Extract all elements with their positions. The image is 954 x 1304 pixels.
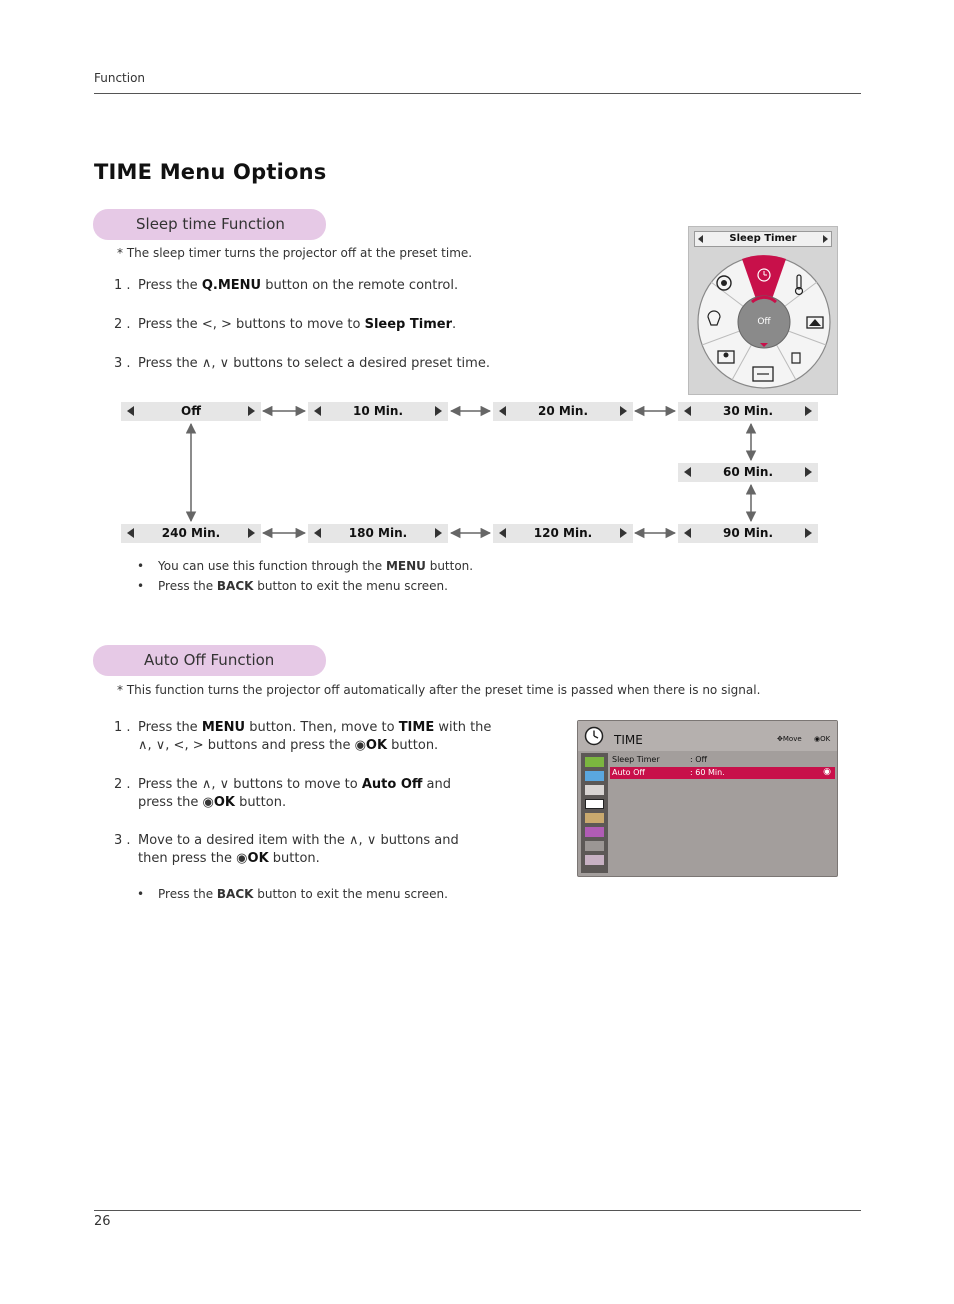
step-text: Press the bbox=[138, 278, 202, 293]
osd-side-menu bbox=[581, 753, 608, 873]
osd-row bbox=[610, 754, 835, 766]
bullet-text: button. bbox=[425, 559, 474, 573]
step-text: then press the bbox=[138, 851, 237, 866]
ok-icon: ◉ bbox=[814, 735, 821, 743]
bullet-bold: BACK bbox=[216, 887, 254, 901]
step-number: 2 . bbox=[114, 317, 131, 332]
step-number: 2 . bbox=[114, 777, 131, 792]
step-text: button. bbox=[387, 738, 439, 753]
step-text: Press the ∧, ∨ buttons to move to bbox=[138, 777, 362, 792]
step-text: Press the ∧, ∨ buttons to select a desired preset time. bbox=[138, 356, 490, 371]
step-bold: OK bbox=[247, 851, 269, 866]
page-number: 26 bbox=[94, 1214, 111, 1229]
page-title: TIME Menu Options bbox=[94, 160, 327, 184]
step-text: Press the <, > buttons to move to bbox=[138, 317, 365, 332]
osd-row-value: : Off bbox=[690, 755, 708, 764]
step-text: and bbox=[422, 777, 452, 792]
footer-rule bbox=[94, 1210, 861, 1211]
bullet-dot: • bbox=[137, 559, 145, 573]
osd-row-label: Auto Off bbox=[612, 768, 645, 777]
osd-ok-label: OK bbox=[820, 735, 831, 743]
qmenu-center-value: Off bbox=[757, 317, 771, 327]
ok-icon: ◉ bbox=[354, 738, 366, 753]
ok-icon: ◉ bbox=[823, 767, 831, 777]
option-label: 60 Min. bbox=[722, 465, 774, 479]
osd-row-value: : 60 Min. bbox=[690, 768, 725, 777]
sleep-bullet-2 bbox=[137, 579, 448, 593]
auto-section-pill bbox=[93, 645, 326, 676]
step-bold: Auto Off bbox=[361, 777, 423, 792]
qmenu-title: Sleep Timer bbox=[729, 233, 797, 244]
osd-ok-hint bbox=[814, 735, 830, 743]
time-osd-screenshot bbox=[577, 720, 838, 877]
bullet-text: button to exit the menu screen. bbox=[253, 887, 448, 901]
step-text: Press the bbox=[138, 720, 202, 735]
option-label: 20 Min. bbox=[537, 404, 589, 418]
auto-step-2 bbox=[114, 776, 514, 812]
auto-bullet bbox=[137, 887, 448, 901]
step-bold: TIME bbox=[398, 720, 435, 735]
option-label: 180 Min. bbox=[348, 526, 408, 540]
screen-menu-icon bbox=[585, 771, 604, 781]
step-text: Move to a desired item with the ∧, ∨ buttons and bbox=[138, 833, 459, 848]
step-bold: Sleep Timer bbox=[364, 317, 452, 332]
osd-header bbox=[578, 721, 837, 751]
step-number: 3 . bbox=[114, 833, 131, 848]
bullet-bold: BACK bbox=[216, 579, 254, 593]
step-bold: MENU bbox=[201, 720, 246, 735]
auto-step-3 bbox=[114, 832, 514, 868]
sleep-section-heading: Sleep time Function bbox=[136, 215, 285, 233]
running-header: Function bbox=[94, 71, 146, 85]
step-text: button. bbox=[234, 795, 287, 810]
auto-step-1 bbox=[114, 719, 514, 755]
option-label: 10 Min. bbox=[352, 404, 404, 418]
option-label: 30 Min. bbox=[722, 404, 774, 418]
osd-move-hint bbox=[777, 735, 802, 743]
osd-content bbox=[610, 753, 835, 873]
step-text: ∧, ∨, <, > buttons and press the bbox=[138, 738, 355, 753]
step-text: with the bbox=[434, 720, 492, 735]
osd-move-label: Move bbox=[782, 735, 802, 743]
info-menu-icon bbox=[585, 827, 604, 837]
bullet-text: You can use this function through the bbox=[158, 559, 386, 573]
step-number: 3 . bbox=[114, 356, 131, 371]
step-text: button on the remote control. bbox=[261, 278, 459, 293]
step-text: press the bbox=[138, 795, 203, 810]
step-text: button. bbox=[268, 851, 320, 866]
osd-row-label: Sleep Timer bbox=[612, 755, 660, 764]
osd-title: TIME bbox=[614, 733, 643, 747]
bullet-dot: • bbox=[137, 887, 145, 901]
time-menu-icon bbox=[585, 799, 604, 809]
setup-menu-icon bbox=[585, 785, 604, 795]
bullet-bold: MENU bbox=[385, 559, 426, 573]
input-menu-icon bbox=[585, 841, 604, 851]
flow-connectors bbox=[0, 0, 954, 560]
sleep-bullet-1 bbox=[137, 559, 473, 573]
osd-row-selected bbox=[610, 767, 835, 779]
auto-note: * This function turns the projector off automatically after the preset time is passed when there is no signal. bbox=[117, 683, 761, 697]
step-text: button. Then, move to bbox=[245, 720, 399, 735]
option-label: 240 Min. bbox=[161, 526, 221, 540]
step-bold: Q.MENU bbox=[201, 278, 262, 293]
media-menu-icon bbox=[585, 855, 604, 865]
bullet-text: Press the bbox=[158, 887, 217, 901]
step-number: 1 . bbox=[114, 720, 131, 735]
step-bold: OK bbox=[213, 795, 235, 810]
step-number: 1 . bbox=[114, 278, 131, 293]
bullet-text: Press the bbox=[158, 579, 217, 593]
ok-icon: ◉ bbox=[202, 795, 214, 810]
option-label: 90 Min. bbox=[722, 526, 774, 540]
sleep-note: * The sleep timer turns the projector off at the preset time. bbox=[117, 246, 473, 260]
bullet-dot: • bbox=[137, 579, 145, 593]
auto-section-heading: Auto Off Function bbox=[144, 651, 275, 669]
picture-menu-icon bbox=[585, 757, 604, 767]
bullet-text: button to exit the menu screen. bbox=[253, 579, 448, 593]
ok-icon: ◉ bbox=[236, 851, 248, 866]
move-icon: ✥ bbox=[777, 735, 783, 743]
option-label: 120 Min. bbox=[533, 526, 593, 540]
step-bold: OK bbox=[365, 738, 388, 753]
step-text: . bbox=[451, 317, 457, 332]
option-label: Off bbox=[181, 404, 201, 418]
option-menu-icon bbox=[585, 813, 604, 823]
clock-icon bbox=[584, 726, 604, 746]
